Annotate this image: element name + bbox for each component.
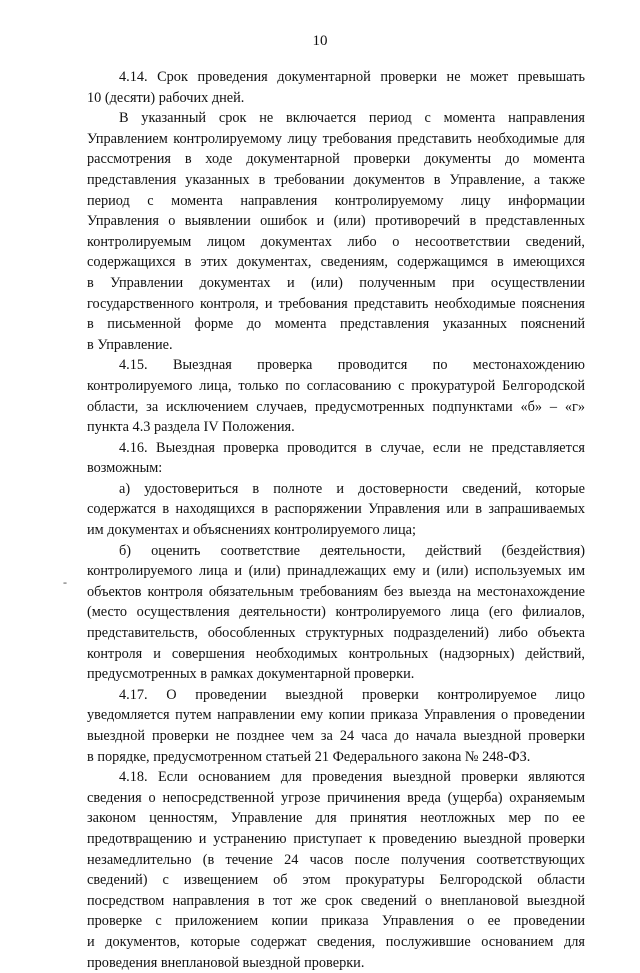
text-line: предусмотренных в рамках документарной проверки. bbox=[87, 666, 415, 683]
text-line: в Управление. bbox=[87, 336, 173, 353]
text-line: сведений) с извещением об этом прокуратуры Белгородской области bbox=[87, 872, 585, 889]
text-line: (место осуществления деятельности) контролируемого лица (его филиалов, bbox=[87, 604, 585, 621]
text-line: а) удостовериться в полноте и достоверности сведений, которые bbox=[119, 480, 585, 497]
text-line: проверке с приложением копии приказа Управления о ее проведении bbox=[87, 913, 585, 930]
text-line: б) оценить соответствие деятельности, действий (бездействия) bbox=[119, 542, 585, 559]
page-number: 10 bbox=[312, 33, 328, 49]
text-line: законом ценностям, Управление для принятия неотложных мер по ее bbox=[87, 810, 585, 827]
text-line: 4.17. О проведении выездной проверки контролируемое лицо bbox=[119, 686, 585, 703]
text-line: посредством направления в тот же срок сведений о внеплановой выездной bbox=[87, 892, 585, 909]
text-line: сведения о непосредственной угрозе причинения вреда (ущерба) охраняемым bbox=[87, 789, 585, 806]
text-line: 4.15. Выездная проверка проводится по местонахождению bbox=[119, 357, 585, 374]
text-line: 10 (десяти) рабочих дней. bbox=[87, 89, 245, 106]
text-line: области, за исключением случаев, предусмотренных подпунктами «б» – «г» bbox=[87, 398, 585, 415]
text-line: контролируемого лица и (или) принадлежащих ему и (или) используемых им bbox=[87, 563, 585, 580]
text-line: контролируемым лицом документах либо о несоответствии сведений, bbox=[87, 233, 585, 250]
text-line: проведения внеплановой выездной проверки. bbox=[87, 954, 365, 971]
text-line: уведомляется путем направлении ему копии приказа Управления о проведении bbox=[87, 707, 585, 724]
text-line: в Управлении документах и (или) полученным при осуществлении bbox=[87, 274, 585, 291]
document-body bbox=[87, 67, 585, 973]
text-line: пункта 4.3 раздела IV Положения. bbox=[87, 419, 295, 436]
text-line: представления указанных в требовании документов в Управление, а также bbox=[87, 171, 585, 188]
text-line: рассмотрения в ходе документарной проверки документы до момента bbox=[87, 151, 585, 168]
text-line: незамедлительно (в течение 24 часов после получения соответствующих bbox=[87, 851, 585, 868]
text-line: государственного контроля, и требования представить необходимые пояснения bbox=[87, 295, 585, 312]
text-line: возможным: bbox=[87, 460, 163, 477]
text-line: в порядке, предусмотренном статьей 21 Федерального закона № 248-ФЗ. bbox=[87, 748, 531, 765]
text-line: выездной проверки не позднее чем за 24 часа до начала выездной проверки bbox=[87, 728, 585, 744]
text-line: В указанный срок не включается период с момента направления bbox=[119, 110, 585, 127]
text-line: им документах и объяснениях контролируемого лица; bbox=[87, 522, 416, 539]
text-line: объектов контроля обязательным требованиям без выезда на местонахождение bbox=[87, 583, 585, 600]
text-line: 4.16. Выездная проверка проводится в случае, если не представляется bbox=[119, 439, 585, 456]
text-line: Управлением контролируемому лицу требования представить необходимые для bbox=[87, 130, 585, 147]
text-line: предотвращению и устранению приступает к проведению выездной проверки bbox=[87, 830, 585, 847]
text-line: представительств, обособленных структурных подразделений) либо объекта bbox=[87, 625, 585, 642]
text-line: 4.14. Срок проведения документарной проверки не может превышать bbox=[119, 69, 585, 85]
text-line: 4.18. Если основанием для проведения выездной проверки являются bbox=[119, 769, 585, 786]
text-line: период с момента направления контролируемому лицу информации bbox=[87, 192, 585, 209]
margin-mark: ‐ bbox=[63, 575, 67, 589]
text-line: контролируемого лица, только по согласованию с прокуратурой Белгородской bbox=[87, 377, 585, 394]
text-line: контроля и совершения необходимых контрольных (надзорных) действий, bbox=[87, 645, 585, 662]
text-line: содержатся в находящихся в распоряжении Управления или в запрашиваемых bbox=[87, 501, 585, 518]
text-line: в письменной форме до момента представления указанных пояснений bbox=[87, 316, 585, 333]
text-line: и документов, которые содержат сведения, послужившие основанием для bbox=[87, 933, 585, 950]
text-line: Управления о выявлении ошибок и (или) противоречий в представленных bbox=[87, 213, 585, 230]
text-line: содержащихся в этих документах, сведениям, содержащимся в имеющихся bbox=[87, 254, 585, 271]
